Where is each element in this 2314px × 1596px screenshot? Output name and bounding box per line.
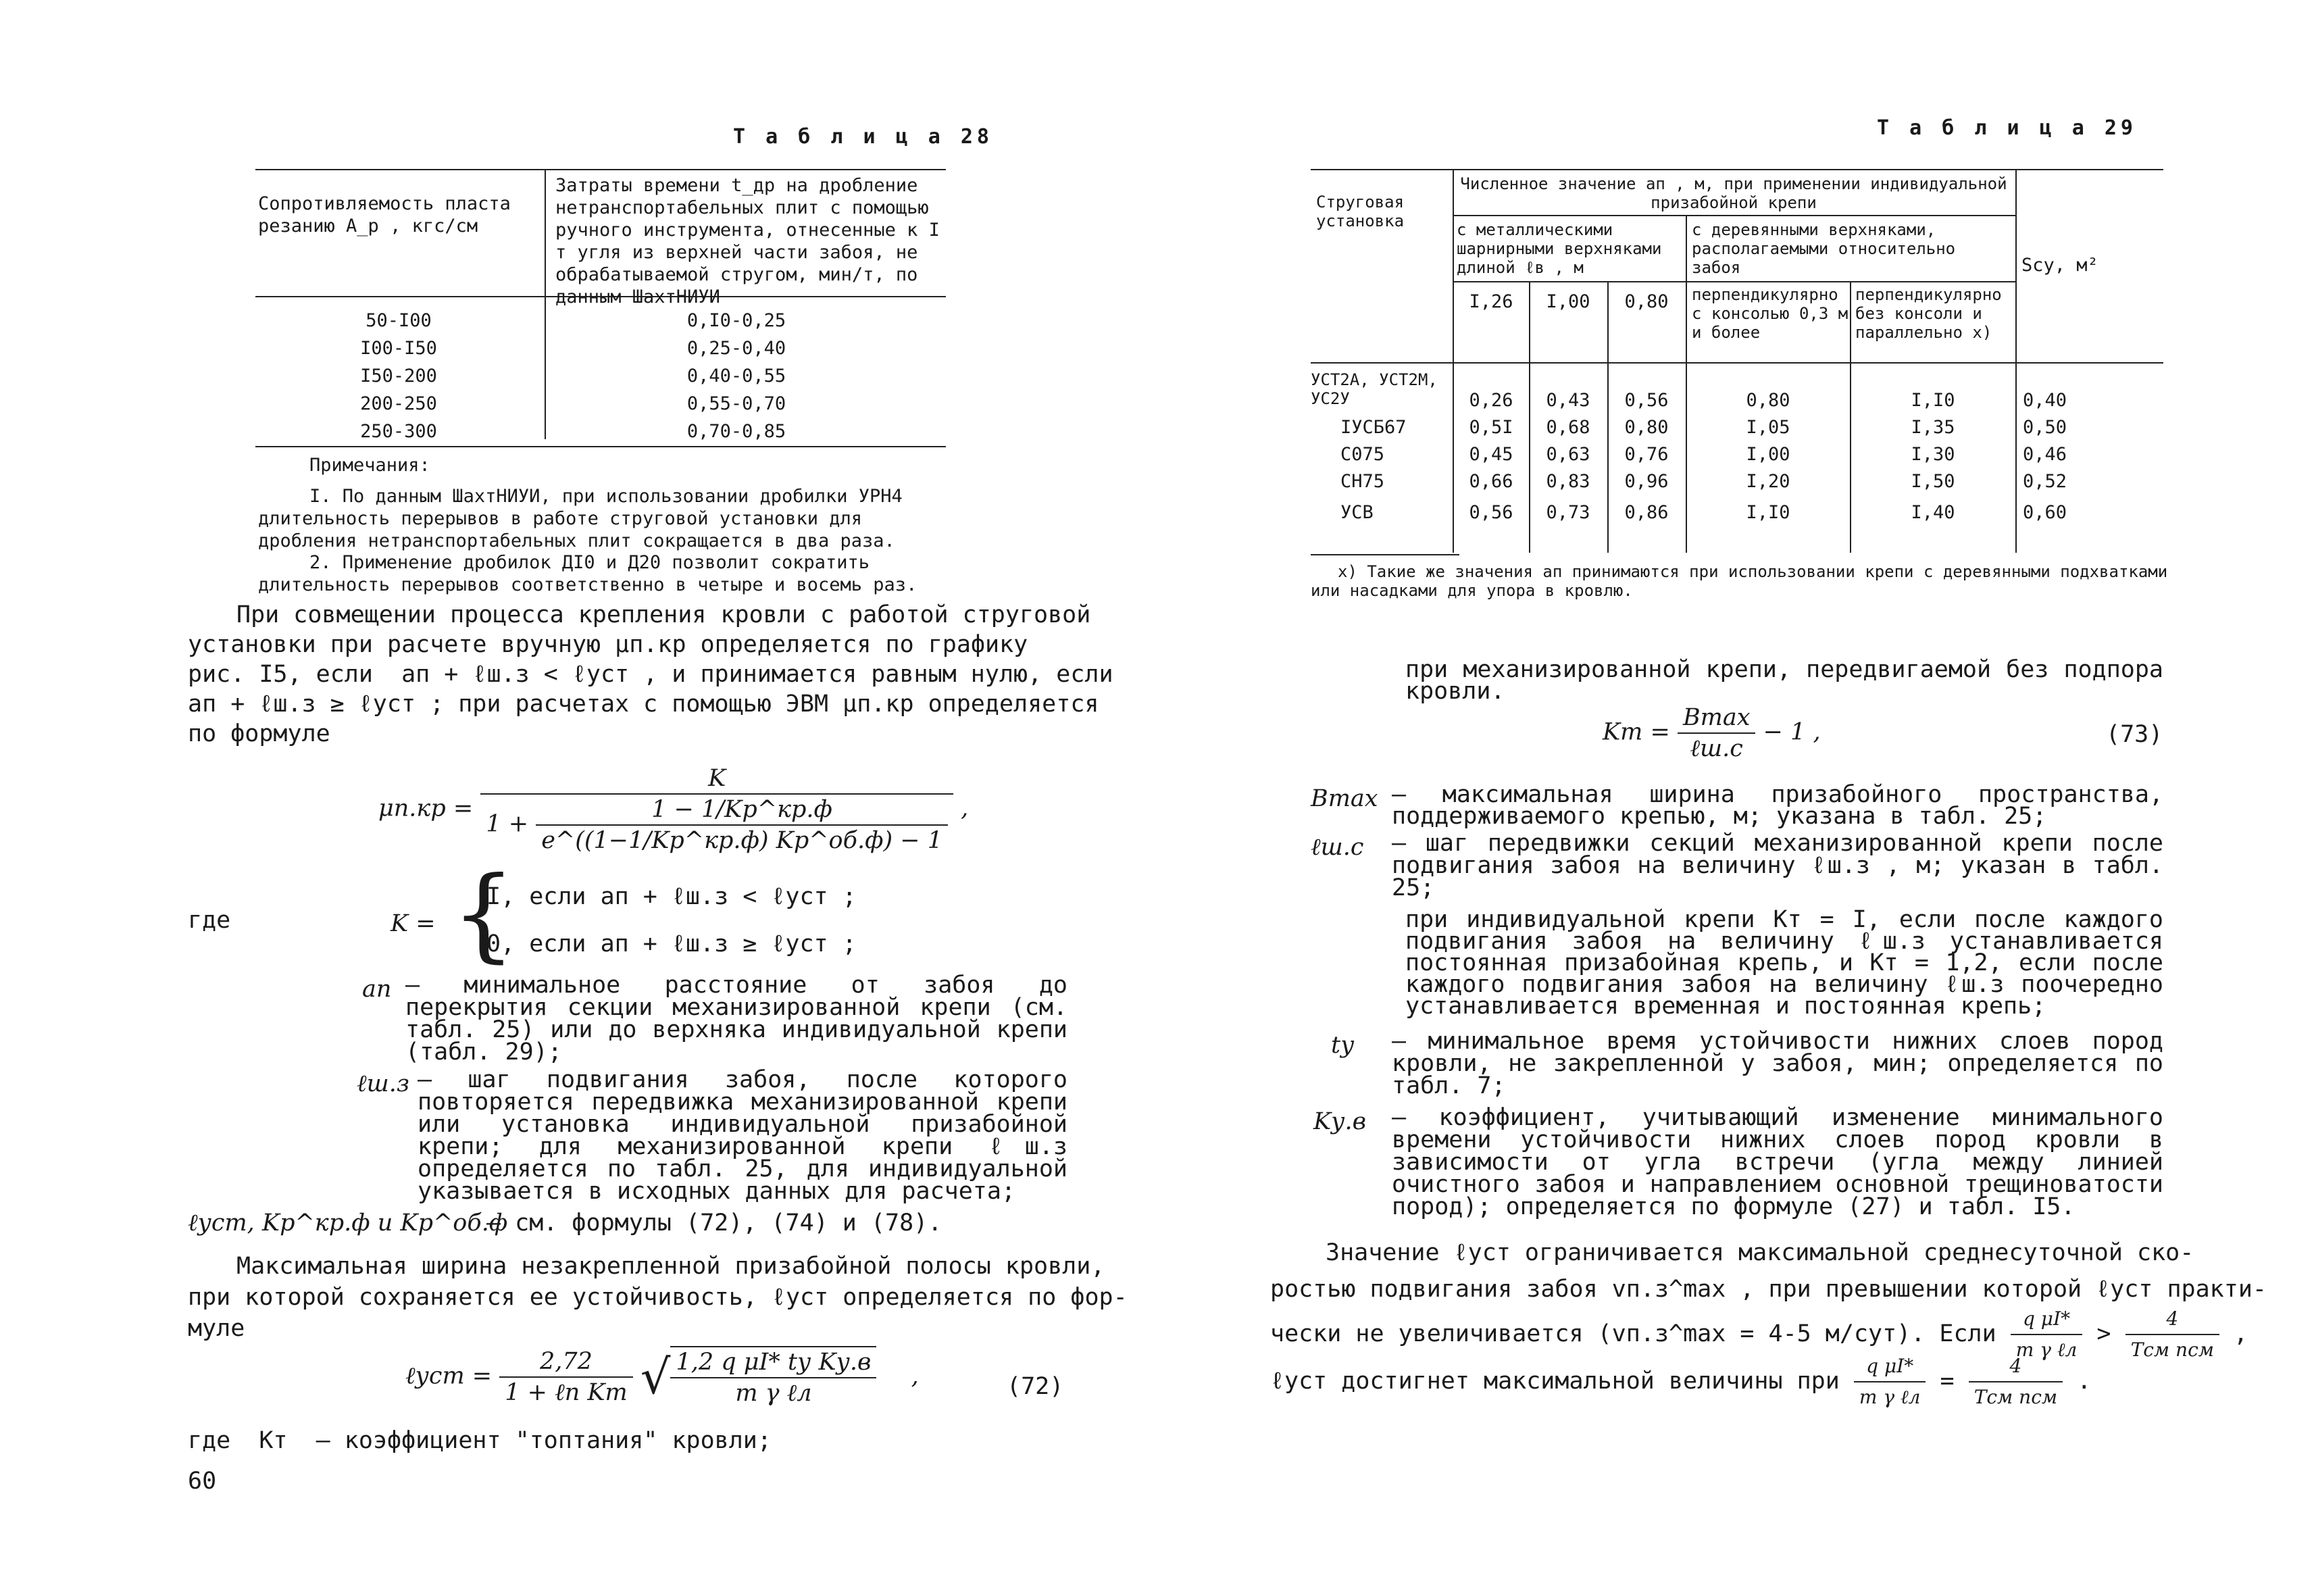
table-29-cell: 0,76 <box>1624 444 1669 465</box>
paragraph-line: Максимальная ширина незакрепленной призабойной полосы кровли, <box>236 1253 1105 1280</box>
table-29-cell: I,30 <box>1911 444 1955 465</box>
formula-denominator-lead: 1 + <box>486 810 529 838</box>
final-fraction-2-den: Tсм nсм <box>2130 1339 2214 1361</box>
definition-ty: – минимальное время устойчивости нижних слоев пород кровли, не закрепленной у забоя, мин; определяется по табл. 7; <box>1392 1028 2163 1099</box>
final-fraction-4-den: Tсм nсм <box>1973 1386 2058 1408</box>
final-fraction-2 <box>2126 1304 2219 1365</box>
table-29-col-divider <box>2015 169 2017 553</box>
table-29-top-rule <box>1311 169 2163 170</box>
definition-lshc: – шаг передвижки секций механизированной крепи после подвигания забоя на величину ℓш.з , м; указан в табл. 25; <box>1392 830 2163 901</box>
definition-an: – минимальное расстояние от забоя до перекрытия секции механизированной крепи (см. табл. 25) или до верхняка индивидуальной крепи (табл. 29); <box>405 972 1067 1066</box>
table-29-rule <box>1453 281 2015 282</box>
table-29-cell: I,I0 <box>1746 502 1790 523</box>
table-29-cell: 0,86 <box>1624 502 1669 523</box>
table-29-cell: 0,43 <box>1546 390 1590 411</box>
final-line-3-text: чески не увеличивается (vп.з^max = 4-5 м/сут). Если <box>1270 1320 1996 1347</box>
table-29-cell: 0,73 <box>1546 502 1590 523</box>
symbol-ty: tу <box>1331 1032 1355 1059</box>
paragraph-mech: при механизированной крепи, передвигаемой без подпора кровли. <box>1405 656 2163 705</box>
symbol-lsh3: ℓш.з <box>357 1070 409 1097</box>
table-29-cell: I,I0 <box>1911 390 1955 411</box>
table-29-header-wood: с деревянными верхняками, располагаемыми относительно забоя <box>1692 220 1956 277</box>
paragraph-line: При совмещении процесса крепления кровли с работой струговой <box>236 601 1091 628</box>
symbol-bmax: Bmax <box>1311 785 1378 812</box>
formula-73-lhs: Kт = <box>1603 718 1670 746</box>
table-29-header-length: 0,80 <box>1624 291 1669 312</box>
table-29-footnote: x) Такие же значения aп принимаются при использовании крепи с деревянными подхватками или насадками для упора в кровлю. <box>1311 562 2168 600</box>
paragraph-line: рис. I5, если aп + ℓш.з < ℓуст , и принимается равным нулю, если <box>188 661 1113 688</box>
formula-73-denominator: ℓш.с <box>1690 735 1743 762</box>
formula-72-root-numerator: 1,2 q μI* tу Kу.в <box>670 1347 876 1378</box>
table-29-header-rule <box>1311 362 2163 364</box>
paragraph-line: установки при расчете вручную μп.кр определяется по графику <box>188 631 1028 658</box>
definition-bmax: – максимальная ширина призабойного пространства, поддерживаемого крепью, м; указана в табл. 25; <box>1392 781 2163 830</box>
table-29-unit-name: С075 <box>1340 444 1385 465</box>
formula-72-comma: , <box>911 1362 919 1390</box>
brace-icon: { <box>451 855 516 973</box>
table-28-cell: 0,I0-0,25 <box>686 310 786 331</box>
table-28-col-divider <box>545 169 546 439</box>
table-29-cell: 0,52 <box>2023 471 2067 492</box>
definition-individual: при индивидуальной крепи Kт = I, если после каждого подвигания забоя на величину ℓш.з устанавливается постоянная призабойная крепь, и Kт = 1,2, если после каждого подвигания забоя на величину ℓш.з поочередно устанавливается временная и постоянная крепь; <box>1405 906 2163 1020</box>
symbol-lshc: ℓш.с <box>1311 834 1364 861</box>
formula-inner-numerator: 1 − 1/Kр^кр.ф <box>536 795 948 826</box>
table-29-col-divider <box>1453 169 1454 553</box>
table-28-header-time: Затраты времени t_др на дробление нетранспортабельных плит с помощью ручного инструмента, отнесенные к I т угля из верхней части забоя, не обрабатываемой стругом, мин/т, по данным ШахтНИУИ <box>555 175 940 307</box>
table-28-cell: 250-300 <box>360 421 437 442</box>
final-gt: > <box>2096 1320 2111 1347</box>
table-29-cell: 0,40 <box>2023 390 2067 411</box>
k-case-1: I, если aп + ℓш.з < ℓуст ; <box>486 883 857 910</box>
table-28-bottom-rule <box>255 446 946 447</box>
definition-refs: – см. формулы (72), (74) и (78). <box>486 1210 942 1237</box>
table-29-cell: 0,46 <box>2023 444 2067 465</box>
formula-72-lhs: ℓуст = <box>405 1362 493 1390</box>
table-29-cell: 0,60 <box>2023 502 2067 523</box>
final-fraction-4 <box>1969 1351 2063 1412</box>
table-29-header-length: I,00 <box>1546 291 1590 312</box>
table-29-cell: 0,56 <box>1624 390 1669 411</box>
formula-mu-pkr <box>378 764 1054 855</box>
symbol-kyv: Kу.в <box>1313 1108 1366 1135</box>
table-28-cell: 0,55-0,70 <box>686 393 786 414</box>
formula-main-fraction <box>480 764 953 855</box>
formula-72 <box>405 1346 946 1408</box>
final-fraction-2-num: 4 <box>2126 1304 2219 1335</box>
formula-numerator: K <box>480 764 953 795</box>
table-29-header-console: перпендикулярно с консолью 0,3 м и более <box>1692 285 1848 342</box>
table-29-header-area: Sсу, м² <box>2021 255 2098 276</box>
formula-denominator <box>480 795 953 855</box>
table-29-title: Т а б л и ц а 29 <box>1877 116 2137 140</box>
table-29-cell: 0,63 <box>1546 444 1590 465</box>
final-comma: , <box>2234 1320 2248 1347</box>
table-29-cell: 0,80 <box>1746 390 1790 411</box>
table-29-cell: 0,80 <box>1624 417 1669 438</box>
table-28-cell: 0,70-0,85 <box>686 421 786 442</box>
table-29-unit-name: СН75 <box>1340 471 1385 492</box>
note-2: 2. Применение дробилок ДI0 и Д20 позволит сократить длительность перерывов соответственно в четыре и восемь раз. <box>258 552 917 595</box>
right-page <box>1157 0 2314 1596</box>
table-29-cell: I,50 <box>1911 471 1955 492</box>
paragraph-line: муле <box>188 1315 245 1342</box>
formula-72-fraction <box>499 1347 632 1407</box>
table-29-header-noconsole: перпендикулярно без консоли и параллельно x) <box>1855 285 2002 342</box>
table-28-title: Т а б л и ц а 28 <box>733 125 993 149</box>
table-29-unit-name: УСТ2А, УСТ2М, УС2У <box>1311 370 1438 408</box>
final-fraction-3-den: m γ ℓл <box>1859 1386 1921 1408</box>
table-29-cell: 0,68 <box>1546 417 1590 438</box>
final-fraction-1-den: m γ ℓл <box>2015 1339 2078 1361</box>
table-29-cell: 0,56 <box>1469 502 1513 523</box>
formula-73-number: (73) <box>2106 721 2163 748</box>
final-eq: = <box>1940 1368 1955 1395</box>
table-29-cell: 0,5I <box>1469 417 1513 438</box>
paragraph-line: aп + ℓш.з ≥ ℓуст ; при расчетах с помощью ЭВМ μп.кр определяется <box>188 691 1099 718</box>
final-line-4 <box>1270 1351 2091 1412</box>
formula-inner-fraction <box>536 795 948 855</box>
formula-72-root <box>670 1346 876 1408</box>
table-29-unit-name: IУСБ67 <box>1340 417 1407 438</box>
formula-72-numerator: 2,72 <box>499 1347 632 1378</box>
table-28-cell: I50-200 <box>360 366 437 386</box>
table-28-cell: 0,25-0,40 <box>686 338 786 359</box>
formula-73 <box>1603 703 1821 764</box>
footnote-rule <box>1311 554 1459 555</box>
table-28-cell: 50-I00 <box>366 310 432 331</box>
formula-lhs: μп.кр = <box>378 795 474 822</box>
table-29-cell: 0,96 <box>1624 471 1669 492</box>
formula-inner-denominator: e^((1−1/Kр^кр.ф) Kр^об.ф) − 1 <box>541 827 943 854</box>
table-29-cell: 0,45 <box>1469 444 1513 465</box>
sqrt-icon: √ <box>640 1349 671 1405</box>
table-29-cell: 0,83 <box>1546 471 1590 492</box>
table-29-header-unit: Струговая установка <box>1316 193 1405 230</box>
k-case-2: 0, если aп + ℓш.з ≥ ℓуст ; <box>486 930 857 957</box>
table-29-cell: I,35 <box>1911 417 1955 438</box>
table-29-header-main: Численное значение aп , м, при применении индивидуальной призабойной крепи <box>1460 174 2007 212</box>
table-29-cell: 0,50 <box>2023 417 2067 438</box>
table-28-cell: I00-I50 <box>360 338 437 359</box>
final-fraction-4-num: 4 <box>1969 1351 2063 1382</box>
page-number: 60 <box>188 1468 217 1495</box>
where-label: где <box>188 907 231 934</box>
table-28-cell: 200-250 <box>360 393 437 414</box>
final-fraction-3 <box>1854 1351 1926 1412</box>
notes-title: Примечания: <box>309 455 430 476</box>
definition-kyv: – коэффициент, учитывающий изменение минимального времени устойчивости нижних слоев пород кровли в зависимости от угла встречи (угла между линией очистного забоя и направлением основной трещиноватости пород); определяется по формуле (27) и табл. I5. <box>1392 1104 2163 1220</box>
table-28-cell: 0,40-0,55 <box>686 366 786 386</box>
k-lhs: K = <box>391 910 436 937</box>
table-29-header-length: I,26 <box>1469 291 1513 312</box>
table-29-rule <box>1453 215 2015 216</box>
paragraph-line: Значение ℓуст ограничивается максимальной среднесуточной ско- <box>1326 1239 2194 1266</box>
table-29-cell: I,00 <box>1746 444 1790 465</box>
paragraph-line: по формуле <box>188 720 330 747</box>
formula-72-root-denominator: m γ ℓл <box>735 1380 812 1407</box>
final-line-4-text: ℓуст достигнет максимальной величины при <box>1270 1368 1840 1395</box>
symbol-an: aп <box>362 976 392 1003</box>
table-29-cell: I,20 <box>1746 471 1790 492</box>
final-dot: . <box>2077 1368 2092 1395</box>
formula-72-denominator: 1 + ℓn Kт <box>505 1379 628 1406</box>
paragraph-line: при которой сохраняется ее устойчивость, ℓуст определяется по фор- <box>188 1284 1128 1311</box>
final-fraction-1-num: q μI* <box>2011 1304 2083 1335</box>
table-29-cell: I,05 <box>1746 417 1790 438</box>
table-29-header-metal: с металлическими шарнирными верхняками длиной ℓв , м <box>1457 220 1662 277</box>
formula-end: , <box>961 795 969 822</box>
paragraph-line: ростью подвигания забоя vп.з^max , при превышении которой ℓуст практи- <box>1270 1276 2267 1303</box>
formula-73-numerator: Bmax <box>1678 703 1756 734</box>
note-1: I. По данным ШахтНИУИ, при использовании дробилки УРН4 длительность перерывов в работе струговой установки для дробления нетранспортабельных плит сокращается в два раза. <box>258 486 903 551</box>
where-kt: где Kт – коэффициент "топтания" кровли; <box>188 1427 772 1454</box>
symbol-refs: ℓуст, Kр^кр.ф и Kр^об.ф <box>188 1210 508 1237</box>
table-29-unit-name: УСВ <box>1340 502 1374 523</box>
table-29-cell: I,40 <box>1911 502 1955 523</box>
formula-73-rest: − 1 , <box>1763 718 1821 746</box>
final-fraction-3-num: q μI* <box>1854 1351 1926 1382</box>
formula-72-number: (72) <box>1007 1373 1064 1400</box>
table-28-top-rule <box>255 169 946 170</box>
definition-lsh3: – шаг подвигания забоя, после которого повторяется передвижка механизированной крепи или установка индивидуальной призабойной крепи; для механизированной крепи ℓш.з определяется по табл. 25, для индивидуальной указывается в исходных данных для расчета; <box>418 1066 1067 1205</box>
table-29-cell: 0,66 <box>1469 471 1513 492</box>
formula-73-fraction <box>1678 703 1756 764</box>
table-28-header-resistance: Сопротивляемость пласта резанию A_p , кгс/см <box>258 193 511 236</box>
table-29-cell: 0,26 <box>1469 390 1513 411</box>
